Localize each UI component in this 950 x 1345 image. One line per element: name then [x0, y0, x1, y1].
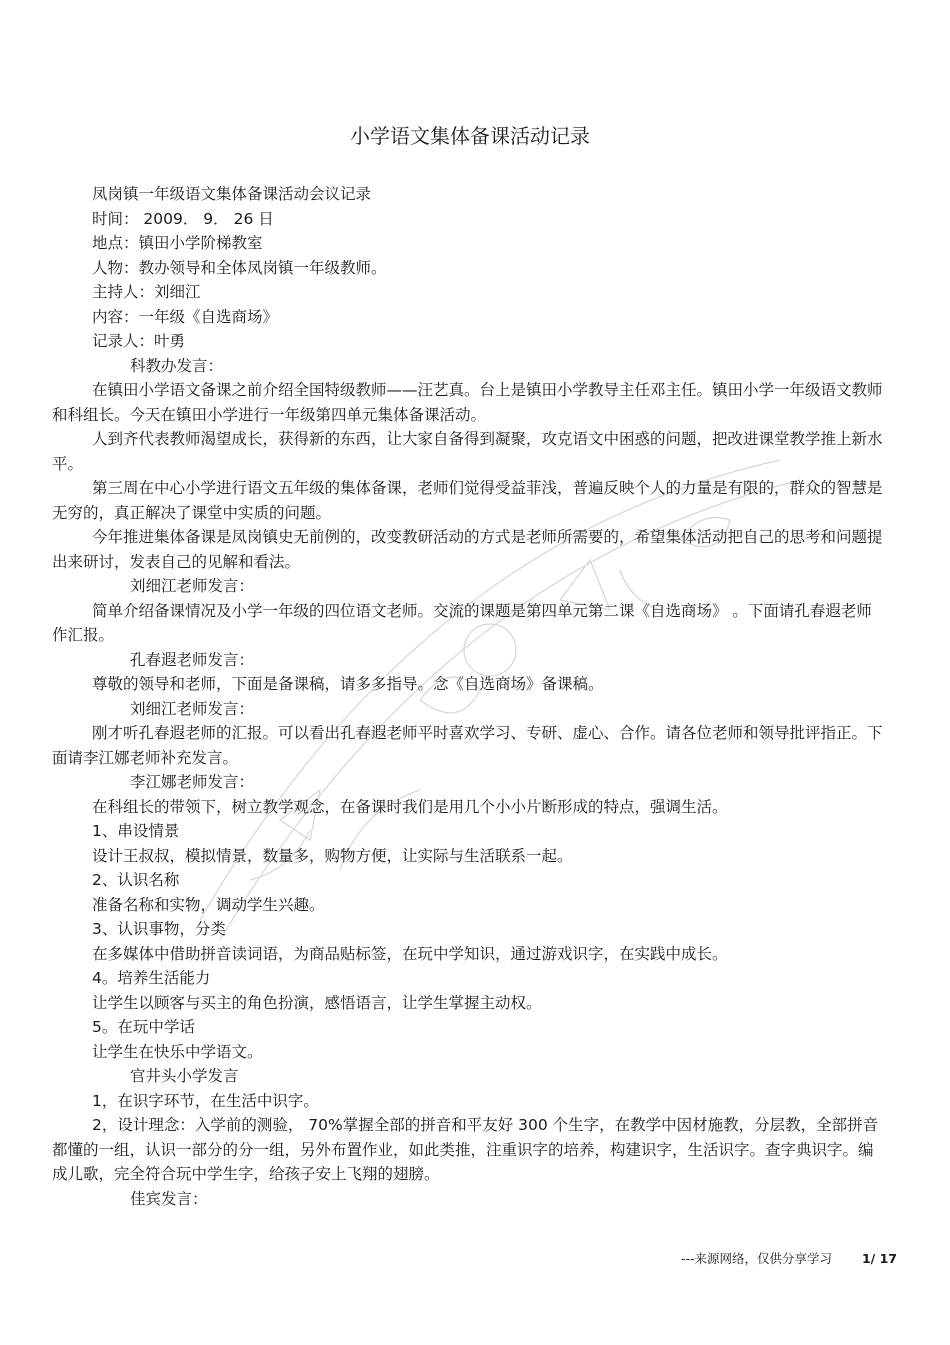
paragraph: 记录人：叶勇: [92, 332, 186, 350]
paragraph: 刘细江老师发言：: [130, 577, 255, 595]
paragraph: 1、串设情景: [92, 822, 180, 840]
paragraph: 科教办发言：: [130, 356, 224, 375]
document-body: [52, 182, 887, 1211]
page-footer: [681, 1250, 897, 1268]
paragraph: 在科组长的带领下，树立教学观念，在备课时我们是用几个小小片断形成的特点，强调生活。: [92, 797, 728, 816]
paragraph: 凤岗镇一年级语文集体备课活动会议记录: [92, 185, 372, 203]
paragraph: 刘细江老师发言：: [130, 699, 255, 718]
paragraph: 1，在识字环节，在生活中识字。: [92, 1091, 319, 1110]
paragraph: 今年推进集体备课是凤岗镇史无前例的，改变教研活动的方式是老师所需要的，希望集体活动把自己的思考和问题提出来研讨，发表自己的见解和看法。: [52, 528, 883, 571]
paragraph: 2，设计理念：入学前的测验， 70%掌握全部的拼音和平友好 300 个生字，在教学中因材施教，分层教，全部拼音都懂的一组，认识一部分的分一组，另外布置作业，如此类推，注重识字的培养，构建识字，生活识字。查字典识字。编成儿歌，完全符合玩中学生字，给孩子安上飞翔的翅膀。: [52, 1116, 879, 1183]
paragraph: 在多媒体中借助拼音读词语，为商品贴标签，在玩中学知识，通过游戏识字，在实践中成长。: [92, 944, 728, 963]
paragraph: 地点：镇田小学阶梯教室: [92, 234, 263, 252]
paragraph: 人物：教办领导和全体凤岗镇一年级教师。: [92, 258, 387, 277]
page-number: 1/ 17: [861, 1251, 897, 1266]
paragraph: 主持人：刘细江: [92, 283, 201, 301]
paragraph: 2、认识名称: [92, 871, 180, 889]
paragraph: 官井头小学发言: [130, 1067, 239, 1085]
paragraph: 第三周在中心小学进行语文五年级的集体备课，老师们觉得受益菲浅，普遍反映个人的力量是有限的，群众的智慧是无穷的，真正解决了课堂中实质的问题。: [52, 479, 883, 522]
paragraph: 刚才听孔春遐老师的汇报。可以看出孔春遐老师平时喜欢学习、专研、虚心、合作。请各位老师和领导批评指正。下面请李江娜老师补充发言。: [52, 724, 883, 767]
footer-source: ---来源网络，仅供分享学习: [680, 1251, 832, 1266]
paragraph: 李江娜老师发言：: [130, 773, 255, 791]
paragraph: 5。在玩中学话: [92, 1018, 195, 1036]
paragraph: 简单介绍备课情况及小学一年级的四位语文老师。交流的课题是第四单元第二课《自选商场》 。下面请孔春遐老师作汇报。: [52, 601, 872, 644]
paragraph: 设计王叔叔，模拟情景，数量多，购物方便，让实际与生活联系一起。: [92, 846, 573, 865]
paragraph: 内容：一年级《自选商场》: [92, 307, 279, 326]
paragraph: 人到齐代表教师渴望成长，获得新的东西，让大家自备得到凝聚，攻克语文中困惑的问题，把改进课堂教学推上新水平。: [52, 430, 883, 473]
page-title: 小学语文集体备课活动记录: [350, 124, 590, 148]
paragraph: 在镇田小学语文备课之前介绍全国特级教师——汪艺真。台上是镇田小学教导主任邓主任。镇田小学一年级语文教师和科组长。今天在镇田小学进行一年级第四单元集体备课活动。: [52, 381, 883, 424]
paragraph: 让学生在快乐中学语文。: [92, 1042, 263, 1061]
paragraph: 3、认识事物，分类: [92, 920, 226, 938]
paragraph: 4。培养生活能力: [92, 969, 211, 987]
paragraph: 孔春遐老师发言：: [130, 650, 255, 669]
paragraph: 尊敬的领导和老师，下面是备课稿，请多多指导。念《自选商场》备课稿。: [92, 675, 604, 693]
paragraph: 让学生以顾客与买主的角色扮演，感悟语言，让学生掌握主动权。: [92, 993, 542, 1012]
paragraph: 准备名称和实物，调动学生兴趣。: [92, 895, 325, 914]
paragraph: 佳宾发言：: [130, 1189, 208, 1208]
paragraph: 时间： 2009． 9． 26 日: [92, 209, 274, 228]
